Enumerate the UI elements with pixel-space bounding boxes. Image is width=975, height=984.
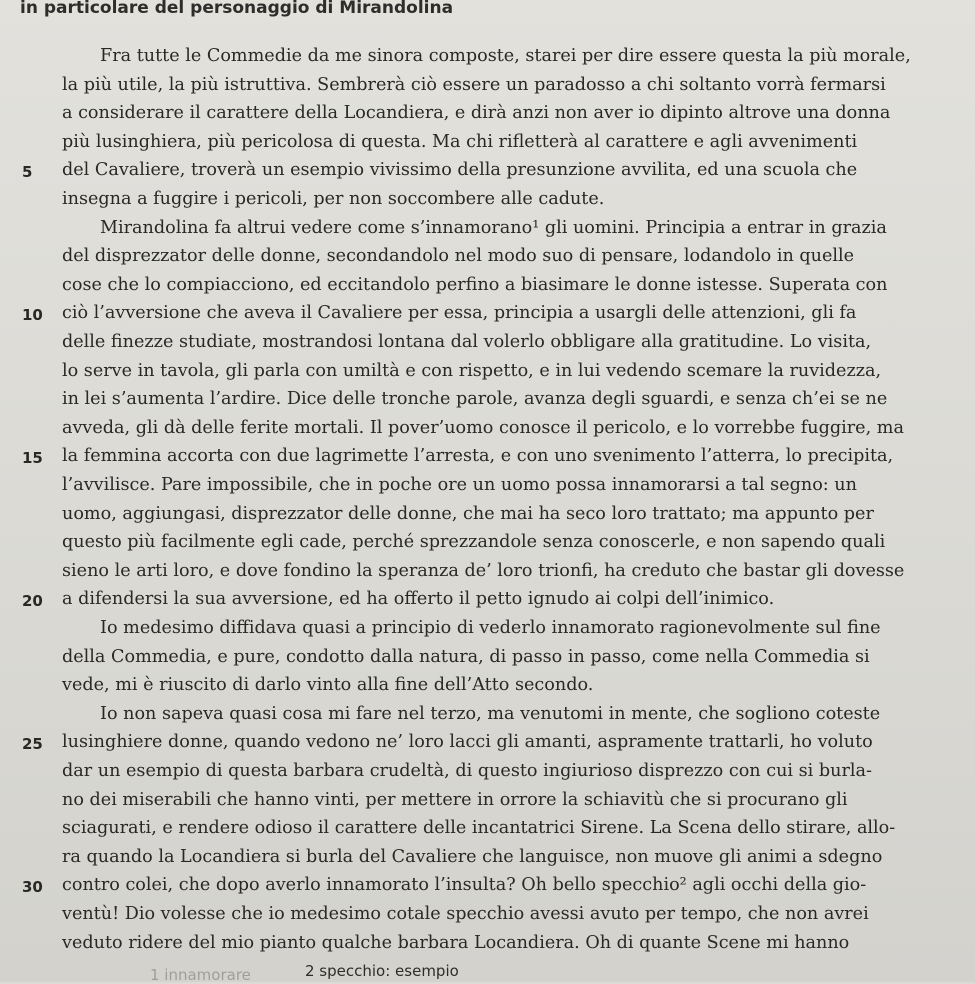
line-text: questo più facilmente egli cade, perché sprezzandole senza conoscerle, e non sapendo quali — [62, 532, 886, 553]
line-number: 30 — [22, 878, 43, 897]
line-text: più lusinghiera, più pericolosa di questa. Ma chi rifletterà al carattere e agli avvenimenti — [62, 131, 858, 152]
line-text: uomo, aggiungasi, disprezzator delle donne, che mai ha seco loro trattato; ma appunto per — [62, 503, 874, 524]
line-text: contro colei, che dopo averlo innamorato l’insulta? Oh bello specchio² agli occhi della gio- — [62, 875, 867, 896]
line-number: 10 — [22, 306, 43, 325]
line-text: a difendersi la sua avversione, ed ha offerto il petto ignudo ai colpi dell’inimico. — [62, 589, 775, 610]
line-text: la femmina accorta con due lagrimette l’arresta, e con uno svenimento l’atterra, lo precipita, — [62, 446, 894, 467]
line-text: ciò l’avversione che aveva il Cavaliere per essa, principia a usargli delle attenzioni, gli fa — [62, 303, 857, 324]
line-text: l’avvilisce. Pare impossibile, che in poche ore un uomo possa innamorarsi a tal segno: un — [62, 475, 857, 495]
line-text: Io non sapeva quasi cosa mi fare nel terzo, ma venutomi in mente, che sogliono coteste — [100, 703, 881, 724]
footnote-1: 1 innamorare — [150, 966, 251, 984]
line-text: Fra tutte le Commedie da me sinora composte, starei per dire essere questa la più morale, — [100, 46, 911, 66]
line-text: la più utile, la più istruttiva. Sembrerà ciò essere un paradosso a chi soltanto vorrà fermarsi — [62, 74, 886, 95]
line-text: sieno le arti loro, e dove fondino la speranza de’ loro trionfi, ha creduto che bastar gli dovesse — [62, 560, 905, 581]
line-text: a considerare il carattere della Locandiera, e dirà anzi non aver io dipinto altrove una donna — [62, 103, 891, 124]
line-number: 15 — [22, 449, 43, 468]
line-text: ra quando la Locandiera si burla del Cavaliere che languisce, non muove gli animi a sdegno — [62, 846, 883, 867]
page-header: in particolare del personaggio di Mirandolina — [20, 0, 454, 18]
line-text: in lei s’aumenta l’ardire. Dice delle tronche parole, avanza degli sguardi, e senza ch’ei se ne — [62, 389, 888, 410]
line-text: Io medesimo diffidava quasi a principio di vederlo innamorato ragionevolmente sul fine — [100, 618, 881, 638]
line-text: delle finezze studiate, mostrandosi lontana dal volerlo obbligare alla gratitudine. Lo visita, — [62, 332, 872, 352]
line-text: ventù! Dio volesse che io medesimo cotale specchio avessi avuto per tempo, che non avrei — [62, 904, 869, 924]
line-text: Mirandolina fa altrui vedere come s’innamorano¹ gli uomini. Principia a entrar in grazia — [100, 217, 887, 238]
line-number: 20 — [22, 592, 43, 611]
line-text: lusinghiere donne, quando vedono ne’ loro lacci gli amanti, aspramente trattarli, ho voluto — [62, 732, 873, 753]
line-number: 25 — [22, 735, 43, 754]
line-text: sciagurati, e rendere odioso il carattere delle incantatrici Sirene. La Scena dello stirare, allo- — [62, 818, 896, 839]
footnote-2: 2 specchio: esempio — [305, 962, 459, 980]
line-text: no dei miserabili che hanno vinti, per mettere in orrore la schiavitù che si procurano gli — [62, 789, 848, 810]
line-text: veduto ridere del mio pianto qualche barbara Locandiera. Oh di quante Scene mi hanno — [62, 932, 850, 953]
line-text: cose che lo compiacciono, ed eccitandolo perfino a biasimare le donne istesse. Superata con — [62, 274, 888, 295]
line-number: 5 — [22, 163, 33, 182]
line-text: della Commedia, e pure, condotto dalla natura, di passo in passo, come nella Commedia si — [62, 646, 870, 667]
line-text: del disprezzator delle donne, secondandolo nel modo suo di pensare, lodandolo in quelle — [62, 246, 855, 267]
line-text: avveda, gli dà delle ferite mortali. Il pover’uomo conosce il pericolo, e lo vorrebbe fuggire, ma — [62, 417, 904, 438]
line-text: vede, mi è riuscito di darlo vinto alla fine dell’Atto secondo. — [62, 675, 594, 696]
line-text: lo serve in tavola, gli parla con umiltà e con rispetto, e in lui vedendo scemare la ruvidezza, — [62, 360, 882, 381]
line-text: dar un esempio di questa barbara crudeltà, di questo ingiurioso disprezzo con cui si burla- — [62, 761, 872, 781]
line-text: del Cavaliere, troverà un esempio vivissimo della presunzione avvilita, ed una scuola che — [62, 160, 858, 181]
line-text: insegna a fuggire i pericoli, per non soccombere alle cadute. — [62, 189, 605, 209]
